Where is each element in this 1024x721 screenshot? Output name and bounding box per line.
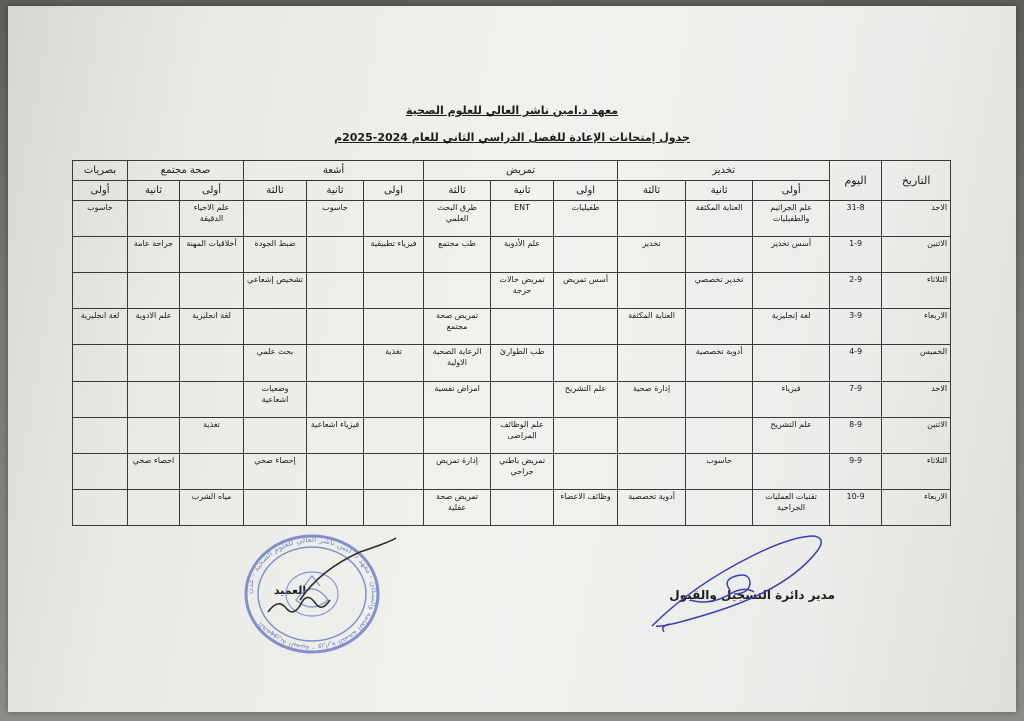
subject-cell: لغة إنجليزية bbox=[753, 309, 830, 345]
stamp-text: الجمهورية اليمنية - وزارة الصحة العامة والسكان - معهد د. امين ناشر العالي للعلوم الصحية - عدن bbox=[244, 534, 380, 654]
subject-cell: تقنيات العمليات الجراحية bbox=[753, 489, 830, 525]
subject-cell: امراض نفسية bbox=[424, 381, 491, 417]
subject-cell: طب مجتمع bbox=[424, 237, 491, 273]
subject-cell: تخدير bbox=[618, 237, 686, 273]
day-cell: 9-9 bbox=[830, 453, 882, 489]
date-cell: الاربعاء bbox=[882, 309, 951, 345]
subject-cell: وضعيات اشعاعية bbox=[244, 381, 307, 417]
registrar-signature bbox=[652, 536, 821, 632]
subject-cell: أسس تمريض bbox=[554, 273, 618, 309]
date-cell: الثلاثاء bbox=[882, 273, 951, 309]
date-cell: الاثنين bbox=[882, 237, 951, 273]
schedule-title: جدول إمتحانات الإعادة للفصل الدراسي الثاني للعام 2024-2025م bbox=[334, 131, 690, 144]
level-header: ثالثة bbox=[618, 181, 686, 201]
subject-cell: بحث علمي bbox=[244, 345, 307, 381]
subject-cell: الرعاية الصحية الاولية bbox=[424, 345, 491, 381]
subject-cell: تغذية bbox=[180, 417, 244, 453]
subject-cell: طب الطوارئ bbox=[491, 345, 554, 381]
group-header-radiology: أشعة bbox=[244, 161, 424, 181]
subject-cell: العناية المكثفة bbox=[618, 309, 686, 345]
subject-cell: لغة انجليزية bbox=[180, 309, 244, 345]
day-cell: 4-9 bbox=[830, 345, 882, 381]
day-cell: 2-9 bbox=[830, 273, 882, 309]
level-header: أولى bbox=[73, 181, 128, 201]
subject-cell: علم التشريح bbox=[554, 381, 618, 417]
date-cell: الاحد bbox=[882, 201, 951, 237]
level-header: ثانية bbox=[128, 181, 180, 201]
subject-cell: تمريض حالات حرجة bbox=[491, 273, 554, 309]
subject-cell: فيزياء bbox=[753, 381, 830, 417]
subject-cell: طفيليات bbox=[554, 201, 618, 237]
subject-cell: أدوية تخصصية bbox=[686, 345, 753, 381]
subject-cell: إحصاء صحي bbox=[244, 453, 307, 489]
day-cell: 1-9 bbox=[830, 237, 882, 273]
date-cell: الثلاثاء bbox=[882, 453, 951, 489]
subject-cell: علم الجراثيم والطفيليات bbox=[753, 201, 830, 237]
institute-title: معهد د.امين ناشر العالي للعلوم الصحية bbox=[405, 104, 619, 117]
subject-cell: حاسوب bbox=[307, 201, 364, 237]
subject-cell: علم الادوية bbox=[128, 309, 180, 345]
group-header-nursing: تمريض bbox=[424, 161, 618, 181]
subject-cell: وظائف الاعضاء bbox=[554, 489, 618, 525]
subject-cell: إدارة تمريض bbox=[424, 453, 491, 489]
subject-cell: ENT bbox=[491, 201, 554, 237]
subject-cell: تمريض صحة عقلية bbox=[424, 489, 491, 525]
subject-cell: إدارة صحية bbox=[618, 381, 686, 417]
subject-cell: حاسوب bbox=[73, 201, 128, 237]
group-header-anesthesia: تخدير bbox=[618, 161, 830, 181]
subject-cell: طرق البحث العلمي bbox=[424, 201, 491, 237]
subject-cell: أسس تخدير bbox=[753, 237, 830, 273]
subject-cell: تشخيص إشعاعي bbox=[244, 273, 307, 309]
subject-cell: أخلاقيات المهنة bbox=[180, 237, 244, 273]
subject-cell: العناية المكثفة bbox=[686, 201, 753, 237]
subject-cell: تغذية bbox=[364, 345, 424, 381]
day-cell: 8-9 bbox=[830, 417, 882, 453]
subject-cell: فيزياء تطبيقية bbox=[364, 237, 424, 273]
day-cell: 7-9 bbox=[830, 381, 882, 417]
date-header: التاريخ bbox=[882, 161, 951, 201]
day-header: اليوم bbox=[830, 161, 882, 201]
subject-cell: أدوية تخصصية bbox=[618, 489, 686, 525]
date-cell: الاثنين bbox=[882, 417, 951, 453]
subject-cell: ضبط الجودة bbox=[244, 237, 307, 273]
subject-cell: علم التشريح bbox=[753, 417, 830, 453]
subject-cell: فيزياء اشعاعية bbox=[307, 417, 364, 453]
day-cell: 31-8 bbox=[830, 201, 882, 237]
date-cell: الاربعاء bbox=[882, 489, 951, 525]
subject-cell: علم الاحياء الدقيقة bbox=[180, 201, 244, 237]
subject-cell: تخدير تخصصي bbox=[686, 273, 753, 309]
level-header: ثالثة bbox=[244, 181, 307, 201]
subject-cell: علم الأدوية bbox=[491, 237, 554, 273]
level-header: ثانية bbox=[491, 181, 554, 201]
subject-cell: علم الوظائف المراضى bbox=[491, 417, 554, 453]
group-header-optics: بصريات bbox=[73, 161, 128, 181]
day-cell: 10-9 bbox=[830, 489, 882, 525]
level-header: ثانية bbox=[307, 181, 364, 201]
level-header: أولى bbox=[753, 181, 830, 201]
date-cell: الاحد bbox=[882, 381, 951, 417]
level-header: اولى bbox=[554, 181, 618, 201]
subject-cell: حاسوب bbox=[686, 453, 753, 489]
group-header-community: صحة مجتمع bbox=[128, 161, 244, 181]
subject-cell: جراحة عامة bbox=[128, 237, 180, 273]
subject-cell: مياه الشرب bbox=[180, 489, 244, 525]
level-header: أولى bbox=[180, 181, 244, 201]
subject-cell: لغة انجليزية bbox=[73, 309, 128, 345]
dean-signature-label: العميد bbox=[273, 584, 307, 597]
subject-cell: احصاء صحي bbox=[128, 453, 180, 489]
level-header: ثانية bbox=[686, 181, 753, 201]
date-cell: الخميس bbox=[882, 345, 951, 381]
day-cell: 3-9 bbox=[830, 309, 882, 345]
registrar-signature-label: مدير دائرة التسجيل والقبول bbox=[669, 588, 835, 602]
level-header: ثالثة bbox=[424, 181, 491, 201]
level-header: اولى bbox=[364, 181, 424, 201]
subject-cell: تمريض باطني جراحي bbox=[491, 453, 554, 489]
subject-cell: تمريض صحة مجتمع bbox=[424, 309, 491, 345]
